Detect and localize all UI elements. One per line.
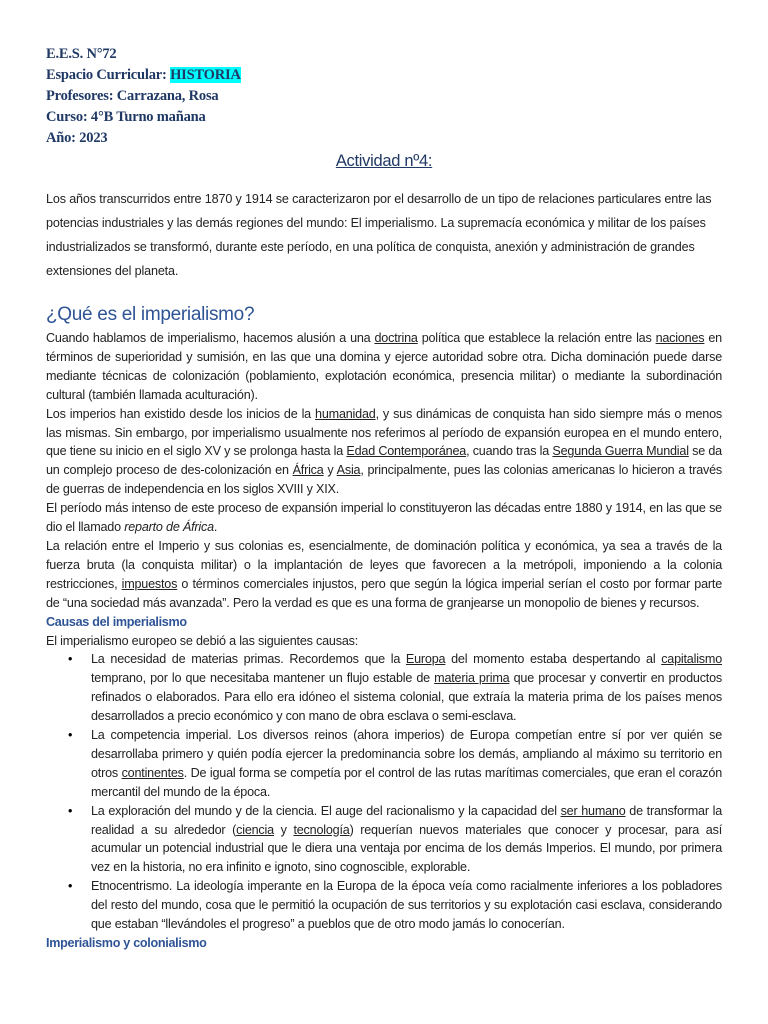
cause-list-item xyxy=(91,650,722,726)
underlined-term: doctrina xyxy=(374,331,418,345)
underlined-term: capitalismo xyxy=(661,652,722,667)
text-segment: se da un complejo proceso de des-colonización en xyxy=(46,444,722,478)
underlined-term: Segunda Guerra Mundial xyxy=(552,444,689,459)
text-segment: y xyxy=(273,822,294,837)
text-segment: La necesidad de materias primas. Recordemos que la xyxy=(91,652,406,667)
main-content xyxy=(46,302,722,953)
text-segment: , y sus dinámicas de conquista han sido siempre más o menos las mismas. Sin embargo, por imperialismo usualmente nos referimos al período de expansión europea en el mundo entero, que tiene su inicio en el siglo XV y se prolonga hasta la xyxy=(46,406,722,459)
text-segment: ) requerían nuevos materiales que conocer y procesar, para así acumular un potencial industrial que le diera una ventaja por encima de los demás Imperios. El mundo, por primera vez en la historia, no era infinito e ignoto, sino cognoscible, explorable. xyxy=(91,822,722,875)
text-segment: La competencia imperial. Los diversos reinos (ahora imperios) de Europa competían entre sí por ver quién se desarrollaba primero y quién podía ejercer la predominancia sobre los demás, ampliando al máximo su territorio en otros xyxy=(91,728,722,780)
underlined-term: naciones xyxy=(655,331,705,345)
causes-intro: El imperialismo europeo se debió a las siguientes causas: xyxy=(46,633,359,648)
text-segment: , cuando tras la xyxy=(466,444,553,459)
text-segment: Los imperios han existido desde los inicios de la xyxy=(46,406,316,421)
cause-list-item xyxy=(91,802,722,878)
text-segment: o términos comerciales injustos, pero que según la lógica imperial serían el costo por formar parte de “una sociedad más avanzada”. Pero la verdad es que es una forma de granjearse un monopolio de bienes y recursos. xyxy=(46,576,722,610)
year-line: Año: 2023 xyxy=(46,130,108,146)
underlined-term: materia prima xyxy=(434,671,510,686)
text-segment: Cuando hablamos de imperialismo, hacemos alusión a una xyxy=(46,331,375,345)
underlined-term: continentes xyxy=(121,765,184,780)
intro-paragraph: Los años transcurridos entre 1870 y 1914 se caracterizaron por el desarrollo de un tipo de relaciones particulares entre las potencias industriales y las demás regiones del mundo: El imperialismo. La supremacía económica y militar de los países industrializados se transformó, durante este período, en una política de conquista, anexión y administración de grandes extensiones del planeta. xyxy=(46,192,712,278)
text-segment: , principalmente, pues las colonias americanas lo hicieron a través de guerras de independencia en los siglos XVIII y XIX. xyxy=(46,463,723,497)
text-segment: . xyxy=(213,520,218,535)
next-section-title: Imperialismo y colonialismo xyxy=(46,936,207,950)
subject-label: Espacio Curricular: xyxy=(46,67,171,83)
subject-line xyxy=(46,65,241,86)
underlined-term: impuestos xyxy=(121,576,178,591)
causes-list xyxy=(46,650,722,934)
body-paragraph xyxy=(46,405,722,500)
underlined-term: Asia xyxy=(336,463,361,478)
body-paragraph xyxy=(46,537,722,613)
paragraphs xyxy=(46,329,722,613)
text-segment: de transformar la realidad a su alrededor ( xyxy=(91,803,722,837)
school-name: E.E.S. N°72 xyxy=(46,46,117,62)
underlined-term: ser humano xyxy=(560,803,626,818)
text-segment: temprano, por lo que necesitaba mantener un flujo estable de xyxy=(91,671,435,686)
section-title: ¿Qué es el imperialismo? xyxy=(46,304,255,325)
course-line: Curso: 4°B Turno mañana xyxy=(46,109,206,125)
text-segment: política que establece la relación entre las xyxy=(417,331,656,345)
cause-list-item xyxy=(91,877,722,934)
causes-title: Causas del imperialismo xyxy=(46,614,187,629)
underlined-term: Edad Contemporánea xyxy=(346,444,467,459)
underlined-term: Europa xyxy=(405,652,446,667)
subject-value-highlighted: HISTORIA xyxy=(170,67,241,83)
body-paragraph xyxy=(46,329,722,405)
underlined-term: humanidad xyxy=(315,406,376,421)
text-segment: y xyxy=(323,463,337,478)
cause-list-item xyxy=(91,726,722,802)
italic-text: reparto de África xyxy=(124,520,214,535)
text-segment: Etnocentrismo. La ideología imperante en la Europa de la época veía como racialmente inferiores a los pobladores del resto del mundo, cosa que le permitió la ocupación de sus territorios y su explotación casi esclava, considerando que estaban “llevándoles el progreso” a pueblos que de otro modo jamás lo conocerían. xyxy=(91,879,722,932)
activity-title: Actividad nº4: xyxy=(335,152,433,170)
underlined-term: ciencia xyxy=(236,822,274,837)
text-segment: que procesar y convertir en productos refinados o elaborados. Para ello era idóneo el sistema colonial, que extraía la materia prima de los países menos desarrollados a precio económico y con mano de obra esclava o semi-esclava. xyxy=(91,671,722,724)
text-segment: . De igual forma se competía por el control de las rutas marítimas comerciales, que eran el corazón mercantil del mundo de la época. xyxy=(91,765,722,799)
text-segment: en términos de superioridad y sumisión, en las que una domina y ejerce autoridad sobre otra. Dicha dominación puede darse mediante técnicas de colonización (poblamiento, explotación económica, presencia militar) o mediante la subordinación cultural (también llamada aculturación). xyxy=(46,331,722,402)
teachers-line: Profesores: Carrazana, Rosa xyxy=(46,88,219,104)
underlined-term: tecnología xyxy=(293,822,350,837)
text-segment: del momento estaba despertando al xyxy=(445,652,662,667)
document-header xyxy=(46,44,241,149)
underlined-term: África xyxy=(292,463,324,478)
body-paragraph xyxy=(46,499,722,537)
text-segment: El período más intenso de este proceso de expansión imperial lo constituyeron las décadas entre 1880 y 1914, en las que se dio el llamado xyxy=(46,501,722,535)
text-segment: La exploración del mundo y de la ciencia. El auge del racionalismo y la capacidad del xyxy=(91,803,561,818)
text-segment: La relación entre el Imperio y sus colonias es, esencialmente, de dominación política y económica, ya sea a través de la fuerza bruta (la conquista militar) o la implantación de leyes que favorecen a la metrópoli, imponiendo a la colonia restricciones, xyxy=(46,538,722,591)
